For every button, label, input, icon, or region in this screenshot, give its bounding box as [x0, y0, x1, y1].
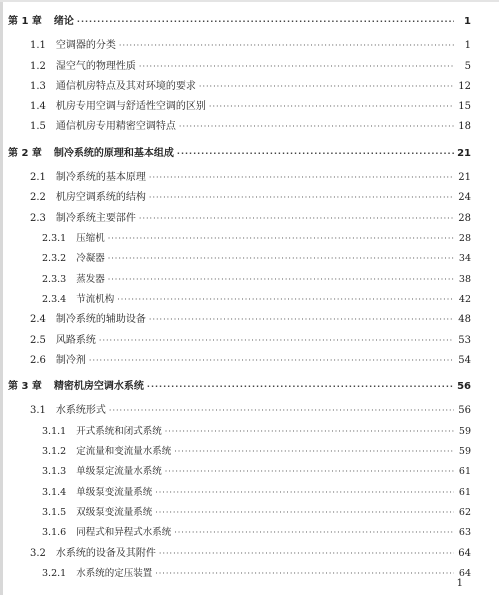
toc-entry-title: 制冷剂 [55, 355, 86, 366]
toc-section-row [30, 38, 471, 54]
toc-entry-page: 21 [457, 148, 471, 159]
toc-leader-dots [149, 312, 454, 328]
toc-entry-number: 第 3 章 [8, 381, 42, 392]
toc-leader-dots [209, 99, 454, 115]
toc-entry-number: 2.3.1 [42, 233, 67, 244]
toc-section-row [30, 546, 471, 562]
toc-subsection-row [42, 566, 471, 582]
toc-chapter-row [8, 379, 471, 395]
toc-entry-page: 56 [457, 381, 471, 392]
toc-entry-number: 2.6 [30, 355, 46, 366]
toc-section-row [30, 353, 471, 369]
toc-entry-title: 精密机房空调水系统 [53, 381, 144, 392]
toc-section-row [30, 190, 471, 206]
toc-leader-dots [108, 272, 454, 288]
toc-entry-number: 2.3.4 [42, 294, 67, 305]
toc-leader-dots [139, 59, 454, 75]
toc-entry-page: 56 [458, 405, 471, 416]
toc-entry-page: 1 [464, 16, 471, 27]
toc-entry-page: 38 [458, 274, 471, 285]
toc-leader-dots [174, 525, 454, 541]
toc-leader-dots [108, 231, 454, 247]
toc-entry-number: 3.1.6 [42, 527, 67, 538]
toc-entry-number: 2.4 [30, 314, 46, 325]
toc-entry-title: 蒸发器 [76, 274, 105, 285]
toc-leader-dots [119, 38, 454, 54]
toc-entry-number: 2.5 [30, 335, 46, 346]
toc-entry-title: 机房专用空调与舒适性空调的区别 [55, 101, 206, 112]
toc-entry-title: 制冷系统的原理和基本组成 [53, 148, 174, 159]
page-number: 1 [456, 578, 463, 589]
toc-entry-title: 水系统的设备及其附件 [55, 548, 156, 559]
toc-entry-title: 冷凝器 [76, 253, 105, 264]
toc-leader-dots [165, 464, 454, 480]
toc-entry-page: 34 [458, 253, 471, 264]
toc-subsection-row [42, 272, 471, 288]
toc-entry-page: 64 [458, 568, 471, 579]
toc-leader-dots [117, 292, 454, 308]
toc-entry-title: 制冷系统的辅助设备 [55, 314, 146, 325]
toc-entry-page: 63 [458, 527, 471, 538]
toc-leader-dots [155, 566, 454, 582]
toc-entry-title: 绪论 [53, 16, 74, 27]
toc-entry-number: 1.5 [30, 121, 46, 132]
toc-subsection-row [42, 505, 471, 521]
toc-entry-number: 3.1.3 [42, 466, 67, 477]
toc-entry-title: 节流机构 [76, 294, 115, 305]
toc-entry-title: 制冷系统的基本原理 [55, 172, 146, 183]
toc-entry-number: 1.4 [30, 101, 46, 112]
toc-chapter-row [8, 146, 471, 162]
toc-entry-number: 3.1.2 [42, 446, 67, 457]
toc-leader-dots [139, 211, 454, 227]
toc-entry-page: 48 [458, 314, 471, 325]
toc-entry-title: 风路系统 [55, 335, 96, 346]
toc-entry-page: 59 [458, 426, 471, 437]
toc-subsection-row [42, 424, 471, 440]
toc-leader-dots [149, 190, 454, 206]
toc-entry-page: 24 [458, 192, 471, 203]
toc-entry-number: 1.2 [30, 61, 46, 72]
toc-entry-page: 5 [464, 61, 471, 72]
toc-entry-number: 2.1 [30, 172, 46, 183]
toc-section-row [30, 99, 471, 115]
toc-entry-title: 双级泵变流量系统 [76, 507, 153, 518]
toc-entry-page: 15 [458, 101, 471, 112]
toc-leader-dots [99, 333, 454, 349]
toc-entry-number: 第 1 章 [8, 16, 42, 27]
toc-leader-dots [155, 485, 454, 501]
toc-subsection-row [42, 464, 471, 480]
toc-leader-dots [109, 403, 454, 419]
toc-section-row [30, 333, 471, 349]
toc-subsection-row [42, 485, 471, 501]
toc-entry-title: 机房空调系统的结构 [55, 192, 146, 203]
toc-entry-number: 1.3 [30, 81, 46, 92]
toc-entry-page: 61 [458, 487, 471, 498]
toc-leader-dots [89, 353, 454, 369]
toc-entry-number: 3.1.1 [42, 426, 67, 437]
toc-entry-page: 18 [458, 121, 471, 132]
toc-entry-number: 3.1 [30, 405, 46, 416]
toc-leader-dots [179, 119, 454, 135]
toc-entry-number: 3.1.4 [42, 487, 67, 498]
toc-entry-title: 定流量和变流量水系统 [76, 446, 172, 457]
toc-subsection-row [42, 251, 471, 267]
toc-subsection-row [42, 231, 471, 247]
toc-entry-title: 压缩机 [76, 233, 105, 244]
toc-entry-page: 61 [458, 466, 471, 477]
toc-entry-title: 同程式和异程式水系统 [76, 527, 172, 538]
page-top-edge [0, 0, 499, 2]
toc-leader-dots [108, 251, 454, 267]
toc-section-row [30, 170, 471, 186]
toc-entry-number: 第 2 章 [8, 148, 42, 159]
toc-entry-number: 3.2 [30, 548, 46, 559]
toc-entry-title: 空调器的分类 [55, 40, 116, 51]
toc-entry-number: 2.3.3 [42, 274, 67, 285]
toc-section-row [30, 59, 471, 75]
toc-subsection-row [42, 444, 471, 460]
toc-entry-page: 53 [458, 335, 471, 346]
toc-entry-number: 2.2 [30, 192, 46, 203]
toc-leader-dots [147, 379, 454, 395]
toc-entry-number: 2.3.2 [42, 253, 67, 264]
toc-leader-dots [177, 146, 454, 162]
toc-entry-number: 3.1.5 [42, 507, 67, 518]
toc-entry-page: 28 [458, 213, 471, 224]
toc-entry-page: 42 [458, 294, 471, 305]
toc-entry-title: 通信机房专用精密空调特点 [55, 121, 176, 132]
toc-entry-number: 2.3 [30, 213, 46, 224]
toc-entry-number: 1.1 [30, 40, 46, 51]
toc-entry-title: 单级泵定流量水系统 [76, 466, 162, 477]
toc-entry-number: 3.2.1 [42, 568, 67, 579]
toc-section-row [30, 312, 471, 328]
toc-section-row [30, 403, 471, 419]
toc-section-row [30, 119, 471, 135]
toc-subsection-row [42, 525, 471, 541]
toc-entry-title: 单级泵变流量系统 [76, 487, 153, 498]
toc-entry-page: 64 [458, 548, 471, 559]
toc-entry-page: 1 [464, 40, 471, 51]
toc-leader-dots [199, 79, 454, 95]
toc-leader-dots [155, 505, 454, 521]
toc-subsection-row [42, 292, 471, 308]
page-edge-shadow [0, 0, 3, 595]
toc-leader-dots [165, 424, 454, 440]
toc-entry-title: 水系统形式 [55, 405, 106, 416]
toc-entry-title: 制冷系统主要部件 [55, 213, 136, 224]
toc-entry-page: 59 [458, 446, 471, 457]
toc-entry-page: 12 [458, 81, 471, 92]
toc-entry-title: 开式系统和闭式系统 [76, 426, 162, 437]
toc-leader-dots [77, 14, 454, 30]
toc-leader-dots [159, 546, 454, 562]
toc-entry-page: 54 [458, 355, 471, 366]
toc-chapter-row [8, 14, 471, 30]
toc-section-row [30, 79, 471, 95]
toc-entry-title: 水系统的定压装置 [76, 568, 153, 579]
toc-entry-title: 通信机房特点及其对环境的要求 [55, 81, 196, 92]
toc-entry-title: 湿空气的物理性质 [55, 61, 136, 72]
toc-entry-page: 62 [458, 507, 471, 518]
toc-entry-page: 21 [458, 172, 471, 183]
toc-leader-dots [149, 170, 454, 186]
toc-entry-page: 28 [458, 233, 471, 244]
toc-section-row [30, 211, 471, 227]
toc-leader-dots [174, 444, 454, 460]
